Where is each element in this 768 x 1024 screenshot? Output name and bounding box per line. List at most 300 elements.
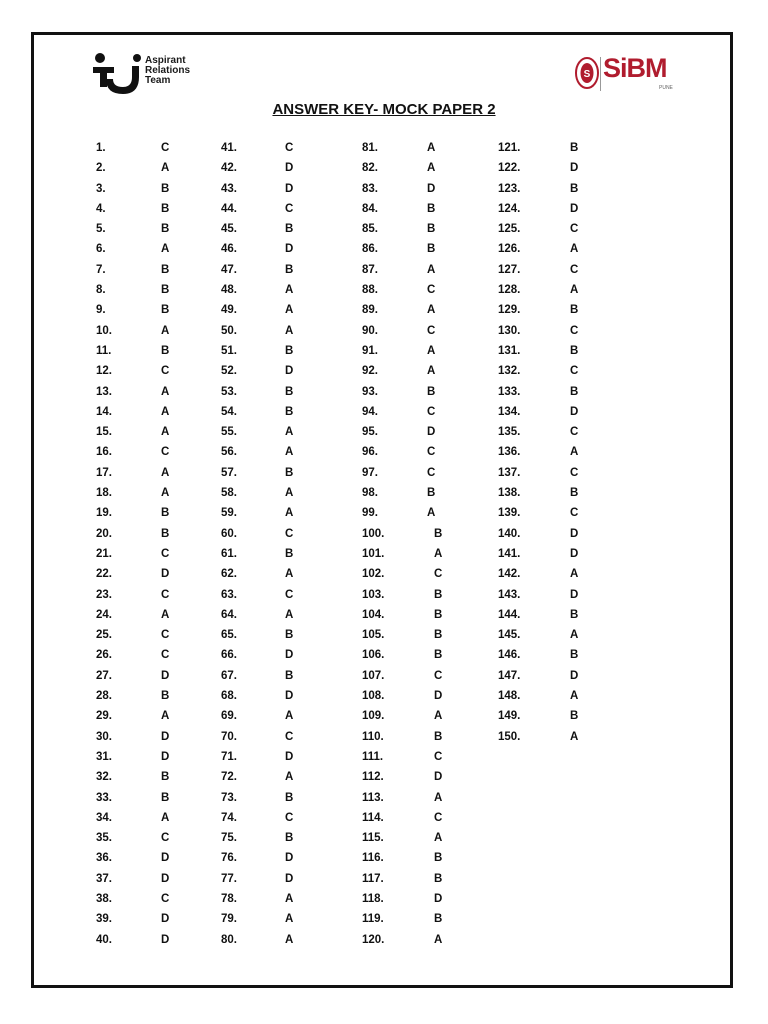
question-number: 70. <box>221 730 237 743</box>
answer-letter: D <box>570 162 579 175</box>
question-number: 149. <box>498 710 521 723</box>
question-number: 35. <box>96 832 112 845</box>
question-number: 63. <box>221 588 237 601</box>
question-number: 1. <box>96 142 106 154</box>
answer-letter: A <box>427 263 436 276</box>
question-number: 97. <box>362 466 378 479</box>
answer-letter: B <box>427 385 436 398</box>
answer-letter: C <box>427 324 436 337</box>
question-number: 40. <box>96 933 112 946</box>
question-number: 53. <box>221 385 237 398</box>
question-number: 132. <box>498 365 521 378</box>
answer-letter: D <box>434 892 443 905</box>
answer-letter: B <box>285 669 294 682</box>
answer-letter: D <box>570 547 579 560</box>
logo-line-3: Team <box>145 75 171 86</box>
answer-letter: A <box>285 426 294 439</box>
answer-letter: A <box>161 405 170 418</box>
question-number: 71. <box>221 750 237 763</box>
question-number: 84. <box>362 202 378 215</box>
answer-letter: A <box>285 304 294 317</box>
question-number: 77. <box>221 872 237 885</box>
question-number: 69. <box>221 710 237 723</box>
question-number: 88. <box>362 284 378 297</box>
answer-letter: D <box>161 913 170 926</box>
answer-letter: D <box>427 426 436 439</box>
answer-letter: B <box>161 202 170 215</box>
answer-letter: A <box>161 162 170 175</box>
question-number: 47. <box>221 263 237 276</box>
answer-letter: A <box>427 142 436 154</box>
question-number: 91. <box>362 344 378 357</box>
question-number: 133. <box>498 385 521 398</box>
question-number: 9. <box>96 304 106 317</box>
answer-letter: D <box>285 852 294 865</box>
answer-letter: A <box>427 507 436 520</box>
answer-letter: A <box>161 385 170 398</box>
answer-letter: B <box>161 263 170 276</box>
answer-letter: B <box>434 730 443 743</box>
answer-letter: A <box>285 608 294 621</box>
answer-letter: A <box>570 629 579 642</box>
question-number: 94. <box>362 405 378 418</box>
aspirant-relations-team-logo <box>92 51 212 95</box>
answer-letter: B <box>285 629 294 642</box>
question-number: 26. <box>96 649 112 662</box>
answer-letter: A <box>285 710 294 723</box>
question-number: 93. <box>362 385 378 398</box>
question-number: 136. <box>498 446 521 459</box>
question-number: 37. <box>96 872 112 885</box>
question-number: 140. <box>498 527 521 540</box>
answer-letter: C <box>434 669 443 682</box>
question-number: 128. <box>498 284 521 297</box>
answer-letter: B <box>427 243 436 256</box>
question-number: 61. <box>221 547 237 560</box>
question-number: 122. <box>498 162 521 175</box>
sibm-sub: PUNE <box>659 85 673 91</box>
answer-letter: C <box>434 750 443 763</box>
answer-letter: A <box>285 487 294 500</box>
answer-letter: A <box>570 730 579 743</box>
question-number: 78. <box>221 892 237 905</box>
answer-letter: D <box>161 852 170 865</box>
answer-letter: B <box>427 202 436 215</box>
answer-letter: D <box>285 182 294 195</box>
question-number: 60. <box>221 527 237 540</box>
question-number: 6. <box>96 243 106 256</box>
question-number: 41. <box>221 142 237 154</box>
question-number: 30. <box>96 730 112 743</box>
question-number: 112. <box>362 771 384 784</box>
answer-letter: B <box>570 487 579 500</box>
answer-letter: B <box>161 771 170 784</box>
art-logo-icon <box>92 51 144 95</box>
logo-divider <box>600 57 601 91</box>
answer-letter: C <box>161 446 170 459</box>
answer-letter: B <box>434 872 443 885</box>
question-number: 38. <box>96 892 112 905</box>
answer-letter: B <box>570 710 579 723</box>
question-number: 28. <box>96 690 112 703</box>
question-number: 55. <box>221 426 237 439</box>
answer-letter: B <box>434 527 443 540</box>
answer-letter: A <box>434 710 443 723</box>
answer-letter: D <box>161 568 170 581</box>
answer-letter: B <box>570 649 579 662</box>
question-number: 16. <box>96 446 112 459</box>
answer-letter: D <box>161 750 170 763</box>
question-number: 73. <box>221 791 237 804</box>
question-number: 120. <box>362 933 385 946</box>
question-number: 17. <box>96 466 112 479</box>
answer-letter: C <box>427 466 436 479</box>
answer-letter: B <box>434 649 443 662</box>
question-number: 89. <box>362 304 378 317</box>
svg-text:S: S <box>583 69 591 80</box>
question-number: 131. <box>498 344 521 357</box>
question-number: 83. <box>362 182 378 195</box>
question-number: 108. <box>362 690 385 703</box>
question-number: 34. <box>96 811 112 824</box>
answer-letter: B <box>285 344 294 357</box>
answer-letter: A <box>161 710 170 723</box>
question-number: 65. <box>221 629 237 642</box>
logo-line-1: Aspirant <box>145 55 186 66</box>
question-number: 118. <box>362 892 384 905</box>
question-number: 150. <box>498 730 521 743</box>
answer-letter: C <box>285 730 294 743</box>
question-number: 64. <box>221 608 237 621</box>
answer-letter: A <box>161 811 170 824</box>
question-number: 21. <box>96 547 112 560</box>
answer-letter: C <box>570 365 579 378</box>
question-number: 2. <box>96 162 106 175</box>
answer-letter: C <box>161 365 170 378</box>
answer-letter: C <box>427 446 436 459</box>
answer-letter: A <box>434 547 443 560</box>
answer-letter: C <box>285 811 294 824</box>
answer-letter: C <box>285 588 294 601</box>
answer-letter: A <box>161 608 170 621</box>
question-number: 146. <box>498 649 521 662</box>
question-number: 109. <box>362 710 385 723</box>
answer-letter: A <box>285 913 294 926</box>
answer-letter: A <box>285 933 294 946</box>
answer-letter: B <box>434 852 443 865</box>
question-number: 52. <box>221 365 237 378</box>
answer-letter: C <box>161 832 170 845</box>
question-number: 115. <box>362 832 384 845</box>
answer-letter: C <box>161 892 170 905</box>
answer-letter: C <box>161 588 170 601</box>
question-number: 22. <box>96 568 112 581</box>
question-number: 147. <box>498 669 521 682</box>
question-number: 18. <box>96 487 112 500</box>
question-number: 27. <box>96 669 112 682</box>
question-number: 36. <box>96 852 112 865</box>
question-number: 105. <box>362 629 385 642</box>
answer-letter: B <box>285 791 294 804</box>
answer-letter: D <box>434 690 443 703</box>
answer-letter: A <box>285 324 294 337</box>
question-number: 135. <box>498 426 521 439</box>
answer-letter: B <box>285 263 294 276</box>
answer-letter: D <box>570 527 579 540</box>
answer-letter: C <box>285 142 294 154</box>
answer-letter: B <box>161 304 170 317</box>
question-number: 86. <box>362 243 378 256</box>
question-number: 134. <box>498 405 521 418</box>
answer-letter: A <box>427 162 436 175</box>
answer-letter: D <box>285 872 294 885</box>
question-number: 72. <box>221 771 237 784</box>
question-number: 31. <box>96 750 112 763</box>
question-number: 33. <box>96 791 112 804</box>
question-number: 14. <box>96 405 112 418</box>
question-number: 107. <box>362 669 385 682</box>
answer-letter: A <box>434 933 443 946</box>
answer-letter: A <box>427 304 436 317</box>
question-number: 43. <box>221 182 237 195</box>
answer-letter: B <box>427 487 436 500</box>
question-number: 130. <box>498 324 521 337</box>
question-number: 90. <box>362 324 378 337</box>
answer-letter: A <box>161 243 170 256</box>
question-number: 75. <box>221 832 237 845</box>
answer-letter: A <box>570 243 579 256</box>
answer-letter: A <box>570 284 579 297</box>
question-number: 106. <box>362 649 385 662</box>
answer-letter: D <box>570 669 579 682</box>
answer-letter: D <box>161 933 170 946</box>
question-number: 123. <box>498 182 521 195</box>
answer-letter: B <box>285 832 294 845</box>
question-number: 76. <box>221 852 237 865</box>
question-number: 87. <box>362 263 378 276</box>
answer-letter: B <box>570 142 579 154</box>
question-number: 145. <box>498 629 521 642</box>
answer-letter: A <box>161 466 170 479</box>
answer-letter: D <box>161 730 170 743</box>
answer-letter: B <box>161 344 170 357</box>
question-number: 137. <box>498 466 521 479</box>
question-number: 4. <box>96 202 106 215</box>
question-number: 117. <box>362 872 384 885</box>
question-number: 24. <box>96 608 112 621</box>
answer-letter: D <box>285 243 294 256</box>
question-number: 12. <box>96 365 112 378</box>
answer-letter: B <box>285 547 294 560</box>
question-number: 25. <box>96 629 112 642</box>
answer-letter: B <box>434 588 443 601</box>
question-number: 79. <box>221 913 237 926</box>
question-number: 80. <box>221 933 237 946</box>
question-number: 121. <box>498 142 521 154</box>
question-number: 7. <box>96 263 106 276</box>
answer-letter: B <box>570 344 579 357</box>
question-number: 127. <box>498 263 521 276</box>
answer-letter: A <box>427 344 436 357</box>
question-number: 148. <box>498 690 521 703</box>
answer-letter: B <box>161 223 170 236</box>
answer-letter: B <box>434 913 443 926</box>
answer-letter: C <box>285 202 294 215</box>
answer-letter: C <box>570 324 579 337</box>
question-number: 13. <box>96 385 112 398</box>
question-number: 92. <box>362 365 378 378</box>
answer-letter: D <box>161 669 170 682</box>
question-number: 39. <box>96 913 112 926</box>
question-number: 5. <box>96 223 106 236</box>
question-number: 66. <box>221 649 237 662</box>
answer-letter: B <box>285 223 294 236</box>
answer-letter: C <box>570 466 579 479</box>
answer-letter: A <box>570 568 579 581</box>
question-number: 57. <box>221 466 237 479</box>
question-number: 141. <box>498 547 521 560</box>
question-number: 3. <box>96 182 106 195</box>
answer-letter: D <box>285 649 294 662</box>
question-number: 113. <box>362 791 384 804</box>
question-number: 29. <box>96 710 112 723</box>
logo-line-2: Relations <box>145 65 191 76</box>
question-number: 111. <box>362 750 384 763</box>
answer-letter: A <box>570 446 579 459</box>
sibm-wordmark: SiBM <box>603 53 667 83</box>
answer-letter: A <box>285 284 294 297</box>
answer-letter: B <box>570 304 579 317</box>
answer-letter: B <box>285 405 294 418</box>
answer-letter: B <box>427 223 436 236</box>
answer-letter: D <box>285 750 294 763</box>
question-number: 56. <box>221 446 237 459</box>
answer-letter: A <box>570 690 579 703</box>
answer-letter: C <box>427 284 436 297</box>
sibm-logo <box>574 53 673 93</box>
question-number: 51. <box>221 344 237 357</box>
question-number: 103. <box>362 588 385 601</box>
question-number: 32. <box>96 771 112 784</box>
question-number: 44. <box>221 202 237 215</box>
question-number: 46. <box>221 243 237 256</box>
answer-letter: A <box>434 791 443 804</box>
question-number: 68. <box>221 690 237 703</box>
question-number: 8. <box>96 284 106 297</box>
answer-letter: B <box>570 385 579 398</box>
question-number: 143. <box>498 588 521 601</box>
question-number: 96. <box>362 446 378 459</box>
answer-letter: A <box>285 771 294 784</box>
answer-letter: C <box>570 263 579 276</box>
question-number: 19. <box>96 507 112 520</box>
answer-letter: A <box>285 507 294 520</box>
answer-letter: D <box>570 202 579 215</box>
question-number: 59. <box>221 507 237 520</box>
answer-letter: C <box>570 426 579 439</box>
answer-letter: A <box>285 446 294 459</box>
question-number: 45. <box>221 223 237 236</box>
question-number: 49. <box>221 304 237 317</box>
question-number: 129. <box>498 304 521 317</box>
answer-letter: B <box>570 608 579 621</box>
question-number: 54. <box>221 405 237 418</box>
question-number: 139. <box>498 507 521 520</box>
answer-letter: C <box>570 507 579 520</box>
question-number: 102. <box>362 568 385 581</box>
answer-letter: C <box>434 568 443 581</box>
answer-letter: D <box>285 690 294 703</box>
question-number: 15. <box>96 426 112 439</box>
question-number: 81. <box>362 142 378 154</box>
question-number: 85. <box>362 223 378 236</box>
question-number: 48. <box>221 284 237 297</box>
question-number: 124. <box>498 202 521 215</box>
answer-letter: B <box>570 182 579 195</box>
question-number: 11. <box>96 344 112 357</box>
question-number: 116. <box>362 852 384 865</box>
question-number: 23. <box>96 588 112 601</box>
question-number: 50. <box>221 324 237 337</box>
answer-letter: D <box>570 588 579 601</box>
question-number: 101. <box>362 547 385 560</box>
question-number: 58. <box>221 487 237 500</box>
answer-letter: A <box>161 426 170 439</box>
answer-letter: D <box>434 771 443 784</box>
question-number: 126. <box>498 243 521 256</box>
question-number: 100. <box>362 527 385 540</box>
answer-letter: C <box>570 223 579 236</box>
question-number: 104. <box>362 608 385 621</box>
question-number: 99. <box>362 507 378 520</box>
question-number: 20. <box>96 527 112 540</box>
answer-letter: B <box>285 466 294 479</box>
answer-letter: B <box>161 690 170 703</box>
answer-letter: A <box>285 892 294 905</box>
question-number: 142. <box>498 568 521 581</box>
question-number: 138. <box>498 487 521 500</box>
answer-letter: A <box>161 324 170 337</box>
answer-letter: D <box>285 162 294 175</box>
answer-letter: D <box>570 405 579 418</box>
art-logo-text <box>145 56 190 86</box>
question-number: 110. <box>362 730 384 743</box>
question-number: 114. <box>362 811 384 824</box>
question-number: 67. <box>221 669 237 682</box>
sibm-crest-icon <box>574 55 600 91</box>
question-number: 119. <box>362 913 384 926</box>
answer-letter: B <box>434 629 443 642</box>
answer-letter: B <box>161 507 170 520</box>
answer-letter: A <box>427 365 436 378</box>
question-number: 144. <box>498 608 521 621</box>
answer-letter: C <box>161 142 170 154</box>
answer-letter: C <box>161 629 170 642</box>
question-number: 125. <box>498 223 521 236</box>
answer-letter: C <box>427 405 436 418</box>
question-number: 42. <box>221 162 237 175</box>
question-number: 62. <box>221 568 237 581</box>
answer-letter: A <box>161 487 170 500</box>
answer-letter: C <box>161 649 170 662</box>
answer-letter: B <box>161 182 170 195</box>
question-number: 95. <box>362 426 378 439</box>
answer-letter: C <box>161 547 170 560</box>
question-number: 82. <box>362 162 378 175</box>
answer-letter: D <box>427 182 436 195</box>
answer-letter: A <box>434 832 443 845</box>
answer-letter: C <box>285 527 294 540</box>
